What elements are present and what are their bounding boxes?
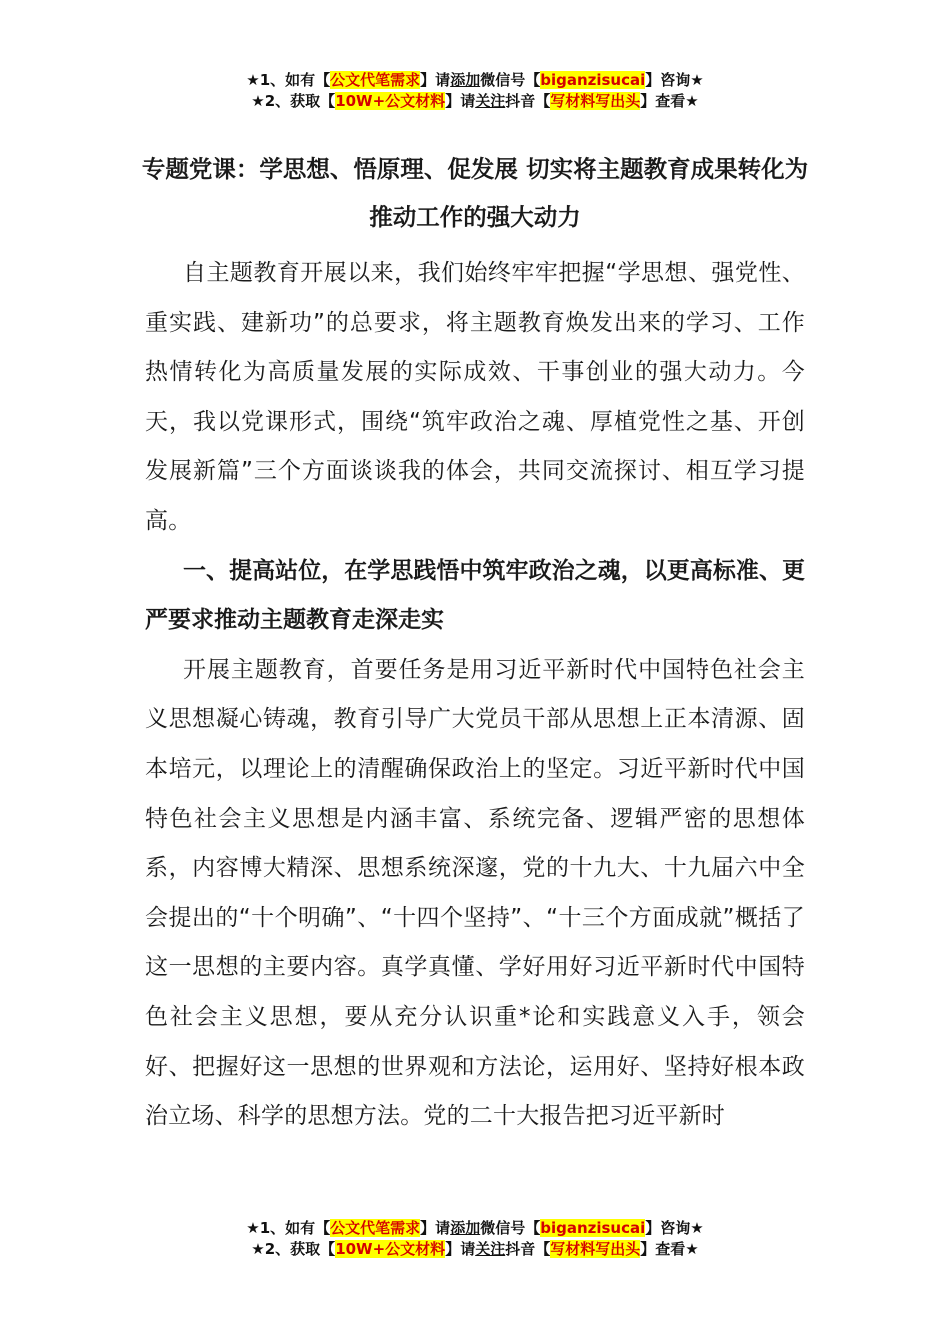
banner-text: 抖音【 [505, 92, 551, 110]
document-title: 专题党课：学思想、悟原理、促发展 切实将主题教育成果转化为推动工作的强大动力 [141, 155, 809, 231]
banner-text: ★2、获取【 [251, 92, 336, 110]
banner-text: ★2、获取【 [251, 1240, 336, 1258]
top-banner [0, 70, 950, 112]
banner-text: 抖音【 [505, 1240, 551, 1258]
banner-highlight: 写材料写出头 [550, 1240, 641, 1258]
banner-text: 】请 [420, 71, 451, 89]
section-heading-1: 一、提高站位，在学思践悟中筑牢政治之魂，以更高标准、更严要求推动主题教育走深走实 [145, 557, 805, 634]
intro-paragraph: 自主题教育开展以来，我们始终牢牢把握“学思想、强党性、重实践、建新功”的总要求，将主题教育焕发出来的学习、工作热情转化为高质量发展的实际成效、干事创业的强大动力。今天，我以党课形式，围绕“筑牢政治之魂、厚植党性之基、开创发展新篇”三个方面谈谈我的体会，共同交流探讨、相互学习提高。 [145, 260, 805, 534]
banner-line-2 [0, 91, 950, 112]
banner-text: 】查看★ [640, 92, 699, 110]
banner-text: 】请 [445, 92, 476, 110]
banner-highlight: biganzisucai [540, 1219, 646, 1237]
banner-text: 】请 [445, 1240, 476, 1258]
banner-underlined: 关注 [475, 1240, 506, 1258]
banner-line-2 [0, 1239, 950, 1260]
banner-underlined: 添加 [450, 1219, 481, 1237]
banner-text: ★1、如有【 [246, 1219, 331, 1237]
banner-highlight: 10W+公文材料 [335, 1240, 446, 1258]
banner-text: 微信号【 [480, 1219, 541, 1237]
banner-highlight: biganzisucai [540, 71, 646, 89]
banner-highlight: 10W+公文材料 [335, 92, 446, 110]
banner-text: 】咨询★ [645, 1219, 704, 1237]
banner-highlight: 公文代笔需求 [330, 1219, 421, 1237]
banner-text: ★1、如有【 [246, 71, 331, 89]
document-body [141, 145, 809, 1142]
banner-line-1 [0, 70, 950, 91]
bottom-banner [0, 1218, 950, 1260]
banner-text: 】咨询★ [645, 71, 704, 89]
banner-line-1 [0, 1218, 950, 1239]
banner-text: 】查看★ [640, 1240, 699, 1258]
section-paragraph-1: 开展主题教育，首要任务是用习近平新时代中国特色社会主义思想凝心铸魂，教育引导广大党员干部从思想上正本清源、固本培元，以理论上的清醒确保政治上的坚定。习近平新时代中国特色社会主义思想是内涵丰富、系统完备、逻辑严密的思想体系，内容博大精深、思想系统深邃，党的十九大、十九届六中全会提出的“十个明确”、“十四个坚持”、“十三个方面成就”概括了这一思想的主要内容。真学真懂、学好用好习近平新时代中国特色社会主义思想，要从充分认识重*论和实践意义入手，领会好、把握好这一思想的世界观和方法论，运用好、坚持好根本政治立场、科学的思想方法。党的二十大报告把习近平新时 [145, 656, 805, 1130]
banner-underlined: 关注 [475, 92, 506, 110]
banner-highlight: 写材料写出头 [550, 92, 641, 110]
banner-underlined: 添加 [450, 71, 481, 89]
banner-text: 微信号【 [480, 71, 541, 89]
banner-highlight: 公文代笔需求 [330, 71, 421, 89]
banner-text: 】请 [420, 1219, 451, 1237]
